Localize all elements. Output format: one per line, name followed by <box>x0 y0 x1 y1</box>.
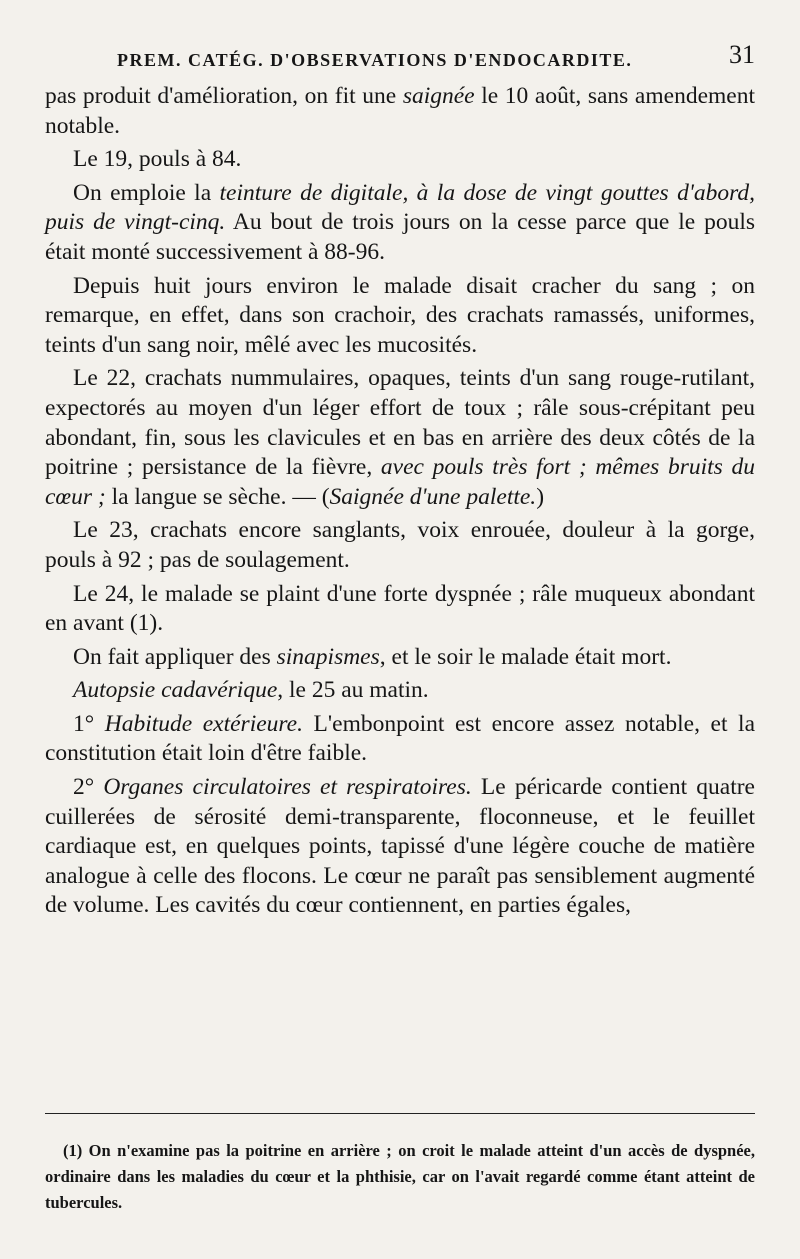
italic-run: Organes circulatoires et respiratoires. <box>103 774 472 801</box>
italic-run: Saignée d'une palette. <box>329 483 537 510</box>
text-run: 2° <box>73 774 104 801</box>
running-header <box>45 40 755 80</box>
italic-run: teinture de digitale, à la dose de vingt gouttes d'abord, puis de vingt-cinq. <box>45 179 755 236</box>
text-run: Le 19, pouls à 84. <box>73 146 242 173</box>
text-run: Au bout de trois jours on la cesse parce que le pouls était monté successivement à 88-96. <box>45 209 755 265</box>
paragraph <box>45 364 755 512</box>
text-run: Depuis huit jours environ le malade disait cracher du sang ; on remarque, en effet, dans son crachoir, des crachats ramassés, uniformes, teints d'un sang noir, mêlé avec les mucosités. <box>45 272 755 358</box>
text-run: le 10 août, sans amendement notable. <box>45 83 755 139</box>
italic-run: saignée <box>402 83 475 109</box>
text-run: L'embonpoint est encore assez notable, et la constitution était loin d'être faible. <box>45 710 756 767</box>
paragraph <box>45 516 755 575</box>
paragraph <box>45 145 755 175</box>
italic-run: Autopsie cadavérique <box>73 677 278 704</box>
footnote-divider <box>45 1113 755 1114</box>
footnote <box>45 1138 755 1216</box>
body-text <box>45 82 755 925</box>
text-run: la langue se sèche. — ( <box>105 483 330 510</box>
paragraph <box>45 179 755 268</box>
text-run: , le 25 au matin. <box>277 677 429 704</box>
paragraph <box>45 580 755 639</box>
text-run: Le 22, crachats nummulaires, opaques, teints d'un sang rouge-rutilant, expectorés au moyen d'un léger effort de toux ; râle sous-crépitant peu abondant, fin, sous les clavicules et en bas en arrière des deux côtés de la poitrine ; persistance de la fièvre, <box>45 365 755 481</box>
italic-run: Habitude extérieure. <box>104 710 303 737</box>
italic-run: avec pouls très fort ; mêmes bruits du cœur ; <box>45 454 755 510</box>
paragraph <box>45 82 755 141</box>
italic-run: sinapismes <box>276 643 380 670</box>
paragraph <box>45 676 755 706</box>
text-run: Le péricarde contient quatre cuillerées de sérosité demi-transparente, floconneuse, et le feuillet cardiaque est, en quelques points, tapissé d'une légère couche de matière analogue à celle des flocons. Le cœur ne paraît pas sensiblement augmenté de volume. Les cavités du cœur contiennent, en parties égales, <box>45 774 755 919</box>
text-run: Le 23, crachats encore sanglants, voix enrouée, douleur à la gorge, pouls à 92 ; pas de soulagement. <box>45 517 755 573</box>
text-run: On emploie la <box>73 179 220 206</box>
text-run: Le 24, le malade se plaint d'une forte dyspnée ; râle muqueux abondant en avant (1). <box>45 580 755 637</box>
paragraph <box>45 710 755 769</box>
text-run: pas produit d'amélioration, on fit une <box>45 83 403 109</box>
paragraph <box>45 643 755 673</box>
page-number: 31 <box>729 40 755 69</box>
text-run: ) <box>536 483 545 510</box>
paragraph <box>45 773 755 921</box>
text-run: On fait appliquer des <box>73 643 277 670</box>
text-run: 1° <box>73 710 105 737</box>
footnote-text: (1) On n'examine pas la poitrine en arrière ; on croit le malade atteint d'un accès de dyspnée, ordinaire dans les maladies du cœur et la phthisie, car on l'avait regardé comme étant atteint de tubercules. <box>45 1141 755 1212</box>
paragraph <box>45 272 755 361</box>
header-title: PREM. CATÉG. D'OBSERVATIONS D'ENDOCARDITE. <box>117 50 633 70</box>
text-run: , et le soir le malade était mort. <box>379 643 672 670</box>
